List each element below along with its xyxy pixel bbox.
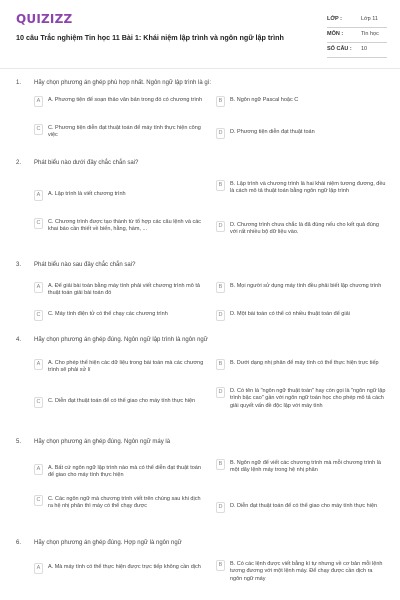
meta-row-class xyxy=(327,13,387,28)
option-letter-box: D xyxy=(216,310,225,321)
question-number: 2. xyxy=(16,160,22,166)
option-letter-box: C xyxy=(34,124,43,135)
option-text: B. Ngôn ngữ Pascal hoặc C xyxy=(230,97,299,103)
option-text: A. Cho phép thể hiện các dữ liệu trong bài toán mà các chương trình sẽ phải xử lí xyxy=(48,360,204,374)
option-letter-box: B xyxy=(216,359,225,370)
option-text: D. Chương trình chưa chắc là đã đúng nếu cho kết quả đúng với rất nhiều bộ dữ liệu vào. xyxy=(230,222,379,236)
option-text: A. Phương tiện để soạn thảo văn bản trong đó có chương trình xyxy=(48,97,203,103)
option-text: C. Các ngôn ngữ mà chương trình viết trên chúng sau khi dịch ra hệ nhị phân thì máy có thể chạy được xyxy=(48,496,201,510)
question-number: 5. xyxy=(16,439,22,445)
option-letter-box: B xyxy=(216,96,225,107)
question-text: Phát biểu nào dưới đây chắc chắn sai? xyxy=(34,160,139,166)
worksheet-title: 10 câu Trắc nghiệm Tin học 11 Bài 1: Khái niệm lập trình và ngôn ngữ lập trình xyxy=(16,33,284,42)
question-number: 6. xyxy=(16,540,22,546)
option-letter-box: D xyxy=(216,128,225,139)
option-text: D. Một bài toán có thể có nhiều thuật toán để giải xyxy=(230,311,350,317)
option-text: A. Bất cứ ngôn ngữ lập trình nào mà có thể diễn đạt thuật toán để giao cho máy tính thực hiện xyxy=(48,465,201,479)
option-text: A. Để giải bài toán bằng máy tính phải viết chương trình mô tả thuật toán giải bài toán đó xyxy=(48,283,200,297)
option-text: B. Dưới dạng nhị phân để máy tính có thể thực hiện trực tiếp xyxy=(230,360,379,366)
worksheet-header xyxy=(0,0,400,70)
question-text: Hãy chọn phương án ghép đúng. Ngôn ngữ lập trình là ngôn ngữ xyxy=(34,337,208,343)
meta-row-count xyxy=(327,43,387,58)
question-number: 3. xyxy=(16,262,22,268)
worksheet-meta xyxy=(327,13,387,58)
option-text: C. Phương tiện diễn đạt thuật toán để máy tính thực hiện công việc xyxy=(48,125,201,139)
question-number: 1. xyxy=(16,80,22,86)
option-letter-box: D xyxy=(216,502,225,513)
option-letter-box: B xyxy=(216,560,225,571)
option-letter-box: A xyxy=(34,282,43,293)
option-letter-box: D xyxy=(216,387,225,398)
option-text: D. Có tên là "ngôn ngữ thuật toán" hay còn gọi là "ngôn ngữ lập trình bậc cao" gần với ngôn ngữ toán học cho phép mô tả cách giải quyết vấn đề độc lập với máy tính xyxy=(230,388,386,409)
option-letter-box: A xyxy=(34,96,43,107)
question-number: 4. xyxy=(16,337,22,343)
question-text: Hãy chọn phương án ghép phù hợp nhất. Ngôn ngữ lập trình là gì: xyxy=(34,80,212,86)
option-letter-box: B xyxy=(216,180,225,191)
option-text: D. Phương tiện diễn đạt thuật toán xyxy=(230,129,315,135)
option-letter-box: C xyxy=(34,397,43,408)
question-text: Hãy chọn phương án ghép đúng. Ngôn ngữ máy là xyxy=(34,439,171,445)
option-text: A. Mà máy tính có thể thực hiện được trực tiếp không cần dịch xyxy=(48,564,201,570)
option-text: D. Diễn đạt thuật toán để có thể giao cho máy tính thực hiện xyxy=(230,503,378,509)
meta-label: SỐ CÂU : xyxy=(327,46,352,52)
meta-value: Tin học xyxy=(361,31,379,37)
option-text: C. Diễn đạt thuật toán để có thể giao cho máy tính thực hiện xyxy=(48,398,196,404)
question-text: Hãy chọn phương án ghép đúng. Hợp ngữ là ngôn ngữ xyxy=(34,540,182,546)
option-letter-box: D xyxy=(216,221,225,232)
option-letter-box: A xyxy=(34,359,43,370)
option-letter-box: A xyxy=(34,464,43,475)
meta-label: MÔN : xyxy=(327,31,344,37)
quizizz-logo: QUIZIZZ xyxy=(16,12,73,26)
option-text: C. Chương trình được tạo thành từ tổ hợp các câu lệnh và các khai báo cần thiết về biến, hằng, hàm, ... xyxy=(48,219,202,233)
option-text: C. Máy tính điện tử có thể chạy các chương trình xyxy=(48,311,168,317)
option-text: B. Ngôn ngữ để viết các chương trình mà mỗi chương trình là một dãy lệnh máy trong hệ nhị phân xyxy=(230,460,381,474)
option-letter-box: C xyxy=(34,218,43,229)
meta-value: Lớp 11 xyxy=(361,16,378,22)
option-letter-box: C xyxy=(34,495,43,506)
header-divider xyxy=(0,68,400,69)
option-text: A. Lập trình là viết chương trình xyxy=(48,191,126,197)
option-text: B. Mọi người sử dụng máy tính đều phải biết lập chương trình xyxy=(230,283,382,289)
meta-row-subject xyxy=(327,28,387,43)
meta-value: 10 xyxy=(361,46,368,52)
option-text: B. Lập trình và chương trình là hai khái niệm tương đương, đều là cách mô tả thuật toán bằng ngôn ngữ lập trình xyxy=(230,181,386,195)
option-letter-box: C xyxy=(34,310,43,321)
question-text: Phát biểu nào sau đây chắc chắn sai? xyxy=(34,262,136,268)
option-text: B. Có các lệnh được viết bằng kí tự nhưng về cơ bản mỗi lệnh tương đương với một lệnh máy. Để chạy được cần dịch ra ngôn ngữ máy xyxy=(230,561,383,582)
option-letter-box: A xyxy=(34,190,43,201)
option-letter-box: B xyxy=(216,282,225,293)
option-letter-box: A xyxy=(34,563,43,574)
option-letter-box: B xyxy=(216,459,225,470)
meta-label: LỚP : xyxy=(327,16,342,22)
